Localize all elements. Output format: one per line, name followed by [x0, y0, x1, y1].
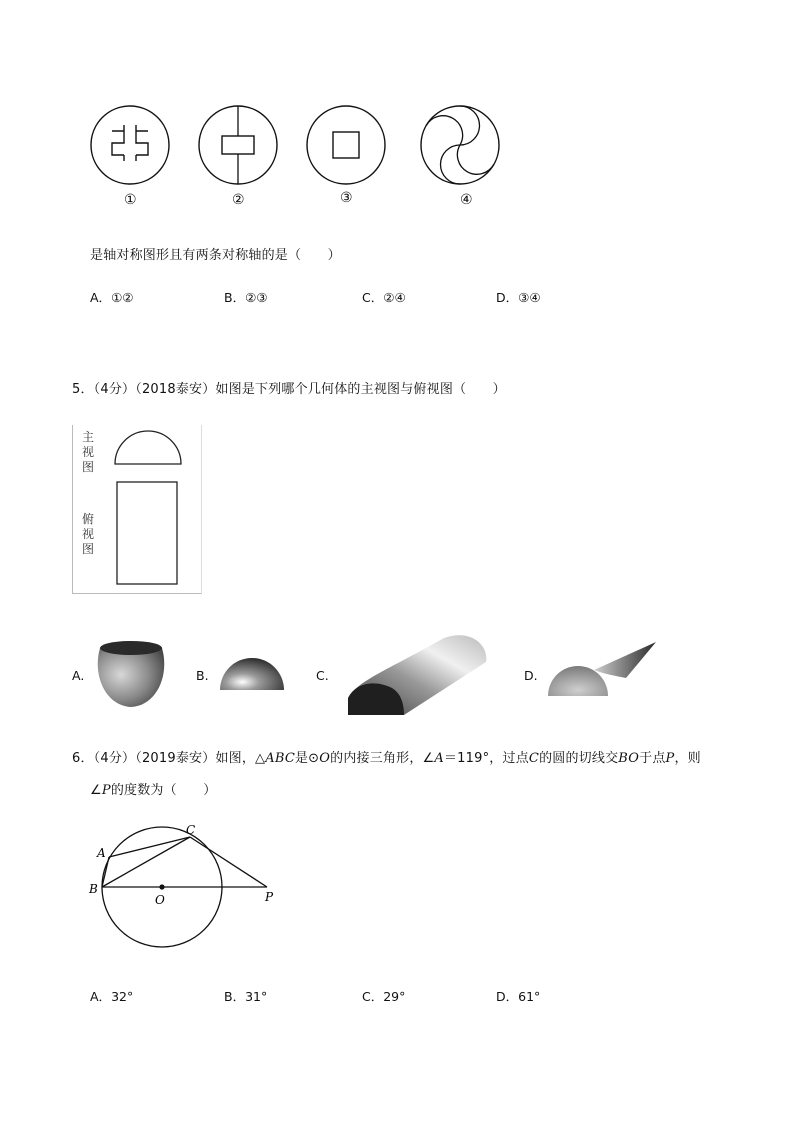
q6-option-d[interactable]: [496, 987, 540, 1005]
q5-option-a-solid[interactable]: [92, 636, 170, 710]
point-label-o: O: [155, 893, 165, 907]
q4-option-b[interactable]: [224, 288, 268, 306]
q4-option-d[interactable]: [496, 288, 541, 306]
option-text: ③④: [518, 290, 541, 305]
point-label-a: A: [97, 846, 106, 860]
option-text: ②④: [383, 290, 406, 305]
q4-figure-2: [199, 106, 277, 184]
point-label-c: C: [186, 823, 196, 837]
q4-option-a[interactable]: [90, 288, 133, 306]
option-text: 29°: [383, 989, 406, 1004]
option-text: ①②: [111, 290, 134, 305]
q4-figure-4: [416, 106, 503, 184]
option-letter: C．: [362, 989, 384, 1004]
option-letter: D．: [496, 290, 519, 305]
option-letter: A．: [90, 989, 112, 1004]
q6-stem-line-2: ∠P的度数为（ ）: [90, 783, 217, 798]
option-letter: B．: [224, 290, 246, 305]
q4-figure-1: [91, 106, 169, 184]
point-label-p: P: [265, 890, 274, 904]
option-letter: C．: [362, 290, 384, 305]
q6-option-b[interactable]: [224, 987, 267, 1005]
q4-stem: 是轴对称图形且有两条对称轴的是（ ）: [90, 248, 341, 263]
q4-figure-label-2: ②: [232, 192, 245, 208]
q5-option-d-solid[interactable]: [546, 640, 658, 700]
option-text: 32°: [111, 989, 134, 1004]
q4-option-c[interactable]: [362, 288, 406, 306]
q4-figure-label-4: ④: [460, 192, 473, 208]
q6-stem-line-1: 6．（4分）（2019泰安）如图，△ABC是⊙O的内接三角形，∠A＝119°，过点C的圆的切线交BO于点P，则: [72, 751, 701, 766]
q5-option-a-letter[interactable]: A.: [72, 668, 85, 683]
q4-figure-label-3: ③: [340, 190, 353, 206]
q5-front-view-label: 主视图: [81, 430, 94, 474]
option-text: 31°: [245, 989, 268, 1004]
option-letter: B．: [224, 989, 246, 1004]
q5-option-d-letter[interactable]: D.: [524, 668, 538, 683]
point-label-b: B: [89, 882, 98, 896]
option-letter: D．: [496, 989, 519, 1004]
q6-option-c[interactable]: [362, 987, 405, 1005]
q6-option-a[interactable]: [90, 987, 133, 1005]
q5-top-view-label: 俯视图: [81, 512, 94, 556]
option-text: 61°: [518, 989, 541, 1004]
q5-option-b-solid[interactable]: [216, 650, 288, 694]
q5-option-b-letter[interactable]: B.: [196, 668, 209, 683]
q5-stem: 5．（4分）（2018泰安）如图是下列哪个几何体的主视图与俯视图（ ）: [72, 382, 506, 397]
option-text: ②③: [245, 290, 268, 305]
q4-figures: [80, 95, 520, 195]
option-letter: A．: [90, 290, 112, 305]
q4-figure-label-1: ①: [124, 192, 137, 208]
q5-option-c-letter[interactable]: C.: [316, 668, 329, 683]
q5-views-drawing: [110, 425, 190, 590]
q6-geometry-figure: [85, 815, 285, 985]
q5-option-c-solid[interactable]: [344, 632, 492, 720]
q4-figure-3: [307, 106, 385, 184]
